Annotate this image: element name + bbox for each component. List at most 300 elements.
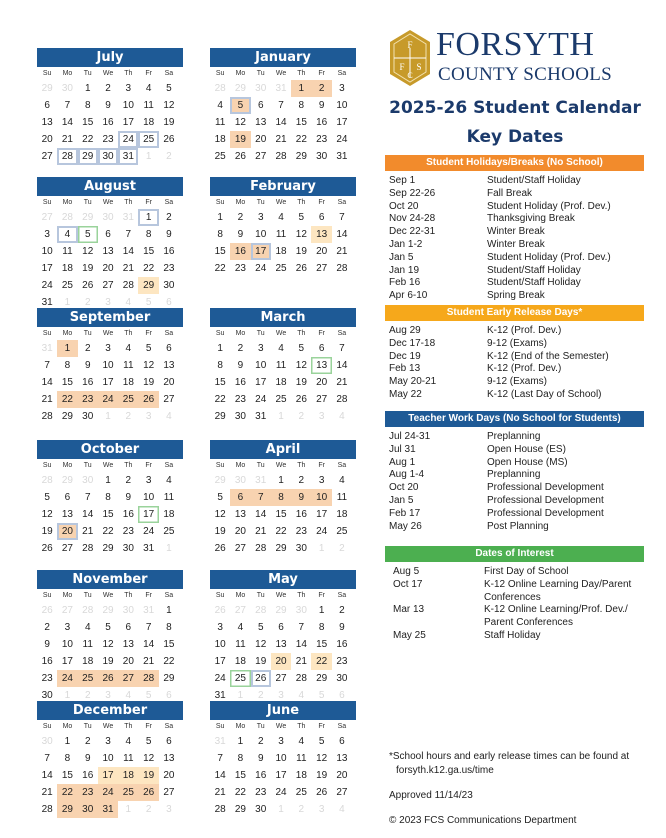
adjacent-month-day: 3 — [105, 690, 111, 702]
calendar-day: 21 — [143, 656, 155, 668]
key-date-description: Preplanning — [487, 469, 541, 481]
adjacent-month-day: 2 — [166, 151, 172, 163]
calendar-day: 19 — [143, 377, 155, 389]
calendar-day: 10 — [102, 753, 114, 765]
calendar-day: 9 — [166, 229, 172, 241]
weekday-label: Th — [297, 330, 306, 337]
month-grid — [37, 590, 183, 705]
month-header: April — [210, 440, 356, 459]
weekday-label: Tu — [83, 199, 92, 206]
calendar-day: 10 — [41, 246, 53, 258]
month-grid — [37, 460, 183, 557]
calendar-day: 8 — [298, 100, 305, 112]
calendar-day: 12 — [214, 509, 226, 521]
calendar-day: 12 — [163, 100, 175, 112]
weekday-label: Su — [42, 199, 52, 206]
calendar-day: 11 — [235, 639, 246, 651]
calendar-day: 4 — [57, 226, 77, 243]
calendar-day: 27 — [102, 280, 114, 292]
key-date-description: K-12 (End of the Semester) — [487, 350, 609, 362]
calendar-day: 17 — [251, 243, 271, 260]
calendar-day: 26 — [138, 391, 158, 408]
calendar-day: 30 — [163, 280, 175, 292]
weekday-label: Su — [42, 592, 52, 599]
calendar-day: 19 — [138, 767, 158, 784]
adjacent-month-day: 27 — [61, 605, 73, 616]
calendar-day: 18 — [234, 656, 246, 668]
calendar-day: 22 — [214, 263, 226, 275]
adjacent-month-day: 3 — [318, 411, 325, 423]
calendar-day: 29 — [163, 673, 175, 685]
calendar-day: 10 — [336, 100, 348, 112]
adjacent-month-day: 28 — [61, 212, 73, 223]
calendar-day: 18 — [118, 767, 138, 784]
calendar-day: 4 — [145, 83, 152, 94]
adjacent-month-day: 3 — [145, 411, 152, 423]
calendar-day: 22 — [143, 263, 155, 275]
calendar-day: 15 — [214, 377, 226, 389]
calendar-day: 21 — [295, 656, 307, 668]
calendar-day: 25 — [163, 526, 175, 538]
svg-text:F: F — [407, 40, 413, 50]
key-date-description: K-12 Online Learning/Prof. Dev./ Parent Conferences — [484, 604, 628, 629]
weekday-label: We — [102, 330, 114, 337]
calendar-day: 21 — [61, 134, 73, 146]
calendar-day: 2 — [298, 475, 305, 486]
calendar-day: 1 — [84, 83, 91, 94]
adjacent-month-day: 30 — [61, 83, 73, 94]
calendar-day: 7 — [64, 100, 71, 112]
key-date: Apr 6-10 — [389, 290, 428, 302]
calendar-day: 5 — [257, 622, 264, 634]
month-grid — [37, 197, 183, 312]
key-date-row — [385, 457, 644, 470]
calendar-day: 11 — [163, 492, 175, 504]
weekday-label: Sa — [337, 330, 347, 337]
approved-date: Approved 11/14/23 — [389, 790, 473, 801]
adjacent-month-day: 28 — [41, 475, 53, 486]
calendar-day: 15 — [61, 377, 73, 389]
key-date-description: Staff Holiday — [484, 629, 541, 641]
calendar-day: 10 — [61, 639, 73, 651]
calendar-day: 15 — [234, 770, 246, 782]
calendar-day: 21 — [214, 787, 226, 799]
calendar-day: 30 — [295, 543, 307, 555]
month-july — [37, 48, 183, 165]
calendar-day: 3 — [257, 212, 264, 223]
key-date: Jul 24-31 — [389, 431, 431, 442]
key-date-row — [385, 389, 644, 402]
page-subtitle: Key Dates — [466, 127, 564, 147]
calendar-day: 12 — [255, 639, 267, 651]
key-date-description: Student/Staff Holiday — [487, 277, 581, 289]
calendar-day: 10 — [255, 229, 267, 241]
calendar-day: 27 — [255, 151, 267, 163]
calendar-day: 3 — [105, 736, 111, 747]
calendar-day: 16 — [230, 243, 250, 260]
calendar-day: 3 — [64, 622, 71, 634]
calendar-day: 25 — [214, 151, 226, 163]
key-date-row — [385, 239, 644, 252]
calendar-day: 30 — [78, 801, 98, 818]
weekday-label: Sa — [164, 462, 174, 469]
calendar-day: 15 — [316, 639, 328, 651]
calendar-day: 31 — [98, 801, 118, 818]
calendar-day: 28 — [275, 151, 287, 163]
month-november — [37, 570, 183, 705]
calendar-day: 21 — [336, 246, 348, 258]
weekday-label: Sa — [164, 330, 174, 337]
calendar-day: 8 — [64, 753, 71, 765]
weekday-label: We — [275, 723, 287, 730]
month-january — [210, 48, 356, 165]
calendar-day: 12 — [82, 246, 94, 258]
calendar-day: 8 — [217, 360, 223, 372]
adjacent-month-day: 2 — [298, 411, 305, 423]
calendar-day: 24 — [98, 784, 118, 801]
adjacent-month-day: 29 — [234, 83, 246, 94]
weekday-label: We — [275, 70, 287, 77]
adjacent-month-day: 1 — [278, 411, 284, 423]
adjacent-month-day: 3 — [278, 690, 284, 702]
calendar-day: 2 — [105, 83, 111, 94]
calendar-day: 26 — [295, 394, 307, 406]
calendar-day: 18 — [163, 509, 175, 521]
calendar-day: 13 — [163, 753, 175, 765]
calendar-day: 13 — [234, 509, 246, 521]
calendar-day: 9 — [237, 229, 244, 241]
section-header: Student Holidays/Breaks (No School) — [385, 155, 644, 171]
month-header: November — [37, 570, 183, 589]
calendar-day: 6 — [230, 489, 250, 506]
calendar-day: 3 — [217, 622, 223, 634]
calendar-day: 31 — [336, 151, 348, 163]
month-april — [210, 440, 356, 557]
calendar-day: 18 — [275, 246, 287, 258]
calendar-day: 2 — [257, 736, 264, 747]
adjacent-month-day: 30 — [295, 605, 307, 616]
calendar-day: 31 — [118, 148, 138, 165]
calendar-day: 10 — [143, 492, 155, 504]
calendar-day: 1 — [57, 340, 77, 357]
key-date-row — [385, 566, 644, 579]
month-grid — [37, 68, 183, 165]
calendar-day: 22 — [295, 134, 307, 146]
calendar-day: 20 — [41, 134, 53, 146]
adjacent-month-day: 29 — [275, 605, 287, 616]
calendar-day: 24 — [316, 526, 328, 538]
calendar-day: 30 — [316, 151, 328, 163]
adjacent-month-day: 1 — [278, 804, 284, 816]
key-date-description: K-12 (Prof. Dev.) — [487, 363, 562, 375]
key-date-row — [385, 290, 644, 303]
month-may — [210, 570, 356, 705]
adjacent-month-day: 2 — [298, 804, 305, 816]
calendar-day: 31 — [255, 411, 267, 423]
adjacent-month-day: 2 — [84, 690, 91, 702]
adjacent-month-day: 4 — [339, 804, 345, 816]
calendar-day: 1 — [64, 736, 71, 747]
adjacent-month-day: 6 — [339, 690, 345, 702]
calendar-day: 2 — [44, 622, 50, 634]
teacher-work-days-section — [385, 411, 644, 533]
calendar-day: 31 — [214, 690, 226, 702]
adjacent-month-day: 31 — [275, 83, 287, 94]
key-date: May 20-21 — [389, 376, 437, 388]
calendar-day: 28 — [214, 804, 226, 816]
dates-of-interest-section — [385, 546, 644, 643]
key-date-description: Thanksgiving Break — [487, 213, 575, 225]
adjacent-month-day: 26 — [41, 605, 53, 616]
key-date-description: First Day of School — [484, 566, 569, 577]
calendar-day: 20 — [336, 770, 348, 782]
calendar-day: 17 — [316, 509, 328, 521]
calendar-day: 29 — [61, 411, 73, 423]
calendar-day: 24 — [336, 134, 348, 146]
calendar-day: 25 — [295, 787, 307, 799]
month-header: September — [37, 308, 183, 327]
weekday-label: Mo — [62, 592, 73, 599]
calendar-day: 9 — [237, 360, 244, 372]
logo-line1: FORSYTH — [436, 26, 595, 63]
calendar-day: 13 — [41, 117, 53, 129]
key-date: Oct 20 — [389, 482, 419, 494]
calendar-day: 12 — [316, 753, 328, 765]
key-date: Feb 17 — [389, 507, 421, 519]
adjacent-month-day: 26 — [214, 605, 226, 616]
key-date-row — [385, 265, 644, 278]
calendar-day: 11 — [336, 492, 348, 504]
month-header: December — [37, 701, 183, 720]
key-date-row — [385, 482, 644, 495]
adjacent-month-day: 5 — [145, 297, 152, 309]
weekday-label: Fr — [145, 199, 152, 206]
adjacent-month-day: 2 — [145, 804, 152, 816]
weekday-label: Th — [297, 462, 306, 469]
key-date-row — [385, 338, 644, 351]
calendar-day: 23 — [78, 391, 98, 408]
adjacent-month-day: 5 — [318, 690, 325, 702]
weekday-label: Th — [297, 199, 306, 206]
calendar-day: 4 — [278, 212, 284, 223]
key-date-description: Student Holiday (Prof. Dev.) — [487, 251, 611, 263]
calendar-day: 19 — [163, 117, 175, 129]
weekday-label: Th — [124, 723, 133, 730]
calendar-day: 14 — [336, 229, 348, 241]
calendar-day: 19 — [230, 131, 250, 148]
calendar-day: 2 — [166, 212, 172, 223]
adjacent-month-day: 28 — [82, 605, 94, 616]
section-header: Student Early Release Days* — [385, 305, 644, 321]
adjacent-month-day: 6 — [166, 297, 172, 309]
calendar-day: 14 — [255, 509, 267, 521]
weekday-label: Sa — [337, 199, 347, 206]
key-date-row — [385, 469, 644, 482]
weekday-label: Mo — [235, 330, 246, 337]
svg-text:F: F — [399, 62, 405, 72]
key-date: Aug 5 — [393, 566, 420, 577]
weekday-label: Tu — [256, 723, 265, 730]
calendar-day: 15 — [295, 117, 307, 129]
calendar-day: 19 — [214, 526, 226, 538]
month-header: February — [210, 177, 356, 196]
calendar-day: 4 — [339, 475, 345, 486]
calendar-day: 13 — [336, 753, 348, 765]
calendar-day: 6 — [318, 343, 325, 354]
calendar-day: 6 — [166, 736, 172, 747]
calendar-day: 26 — [214, 543, 226, 555]
calendar-day: 18 — [61, 263, 73, 275]
key-date-row — [385, 277, 644, 290]
calendar-day: 14 — [143, 639, 155, 651]
key-date-row — [385, 363, 644, 376]
month-august — [37, 177, 183, 312]
adjacent-month-day: 1 — [318, 543, 325, 555]
key-date-row — [385, 604, 644, 630]
calendar-day: 4 — [278, 343, 284, 354]
calendar-day: 23 — [102, 134, 114, 146]
calendar-day: 27 — [316, 263, 328, 275]
calendar-day: 29 — [316, 673, 328, 685]
key-date-description: Winter Break — [487, 238, 545, 250]
key-date: Sep 22-26 — [389, 187, 436, 199]
month-february — [210, 177, 356, 277]
calendar-day: 16 — [102, 117, 114, 129]
calendar-day: 20 — [316, 377, 328, 389]
adjacent-month-day: 30 — [234, 475, 246, 486]
key-date-row — [385, 579, 644, 605]
calendar-day: 22 — [163, 656, 175, 668]
calendar-day: 1 — [278, 475, 284, 486]
calendar-day: 10 — [214, 639, 226, 651]
calendar-day: 3 — [105, 343, 111, 354]
calendar-day: 16 — [163, 246, 175, 258]
calendar-day: 5 — [166, 83, 172, 94]
month-header: January — [210, 48, 356, 67]
calendar-day: 2 — [311, 80, 331, 97]
calendar-day: 6 — [44, 100, 50, 112]
calendar-day: 11 — [62, 246, 73, 258]
calendar-day: 31 — [41, 297, 53, 309]
calendar-day: 27 — [163, 787, 175, 799]
calendar-day: 23 — [295, 526, 307, 538]
calendar-day: 31 — [143, 543, 155, 555]
calendar-day: 20 — [234, 526, 246, 538]
weekday-label: Fr — [145, 723, 152, 730]
calendar-day: 23 — [234, 263, 246, 275]
calendar-day: 22 — [214, 394, 226, 406]
logo-line2: COUNTY SCHOOLS — [438, 64, 612, 85]
calendar-day: 9 — [257, 753, 264, 765]
weekday-label: Fr — [145, 330, 152, 337]
adjacent-month-day: 2 — [84, 297, 91, 309]
calendar-day: 23 — [41, 673, 53, 685]
weekday-label: Sa — [164, 723, 174, 730]
calendar-day: 28 — [255, 543, 267, 555]
key-date-row — [385, 444, 644, 457]
adjacent-month-day: 30 — [82, 475, 94, 486]
calendar-day: 18 — [82, 656, 94, 668]
weekday-label: Sa — [164, 70, 174, 77]
weekday-label: We — [275, 330, 287, 337]
calendar-day: 11 — [143, 100, 154, 112]
adjacent-month-day: 30 — [102, 212, 114, 223]
key-date-row — [385, 630, 644, 643]
calendar-day: 16 — [82, 377, 94, 389]
month-march — [210, 308, 356, 425]
section-header: Teacher Work Days (No School for Students) — [385, 411, 644, 427]
weekday-label: Tu — [83, 330, 92, 337]
key-date-description: Fall Break — [487, 187, 533, 199]
weekday-label: Sa — [164, 592, 174, 599]
calendar-day: 25 — [138, 131, 158, 148]
calendar-day: 5 — [298, 343, 305, 354]
calendar-day: 12 — [295, 360, 307, 372]
calendar-day: 28 — [138, 670, 158, 687]
page-title: 2025-26 Student Calendar — [389, 98, 641, 118]
calendar-day: 26 — [138, 784, 158, 801]
fcs-logo — [386, 28, 648, 90]
calendar-day: 28 — [295, 673, 307, 685]
month-grid — [210, 68, 356, 165]
calendar-day: 27 — [61, 543, 73, 555]
month-grid — [210, 460, 356, 557]
calendar-day: 5 — [318, 736, 325, 747]
weekday-label: Th — [297, 592, 306, 599]
calendar-day: 20 — [316, 246, 328, 258]
key-date-description: 9-12 (Exams) — [487, 337, 548, 349]
calendar-day: 6 — [105, 229, 111, 241]
calendar-day: 14 — [61, 117, 73, 129]
calendar-day: 7 — [339, 343, 345, 354]
calendar-day: 25 — [230, 670, 250, 687]
calendar-day: 20 — [255, 134, 267, 146]
calendar-day: 15 — [143, 246, 155, 258]
calendar-day: 29 — [214, 411, 226, 423]
weekday-label: Fr — [318, 70, 325, 77]
calendar-day: 2 — [339, 605, 345, 616]
month-grid — [210, 328, 356, 425]
calendar-day: 18 — [214, 134, 226, 146]
calendar-day: 12 — [143, 753, 155, 765]
key-date-row — [385, 376, 644, 389]
weekday-label: Th — [124, 592, 133, 599]
calendar-day: 21 — [255, 526, 267, 538]
key-date-description: Student/Staff Holiday — [487, 175, 581, 186]
adjacent-month-day: 29 — [82, 212, 94, 223]
weekday-label: Su — [42, 723, 52, 730]
calendar-day: 7 — [44, 360, 50, 372]
month-june — [210, 701, 356, 818]
calendar-day: 29 — [102, 543, 114, 555]
copyright: © 2023 FCS Communications Department — [389, 815, 577, 826]
adjacent-month-day: 2 — [125, 411, 132, 423]
calendar-day: 24 — [98, 391, 118, 408]
calendar-day: 11 — [275, 229, 287, 241]
calendar-day: 4 — [217, 100, 223, 112]
calendar-day: 22 — [234, 787, 246, 799]
calendar-day: 7 — [298, 622, 305, 634]
key-date: May 22 — [389, 388, 422, 400]
calendar-day: 10 — [255, 360, 267, 372]
key-date-row — [385, 495, 644, 508]
key-date: Oct 17 — [393, 578, 423, 590]
calendar-day: 2 — [237, 212, 244, 223]
calendar-day: 27 — [316, 394, 328, 406]
calendar-day: 4 — [166, 475, 172, 486]
calendar-day: 8 — [318, 622, 325, 634]
calendar-day: 22 — [102, 526, 114, 538]
